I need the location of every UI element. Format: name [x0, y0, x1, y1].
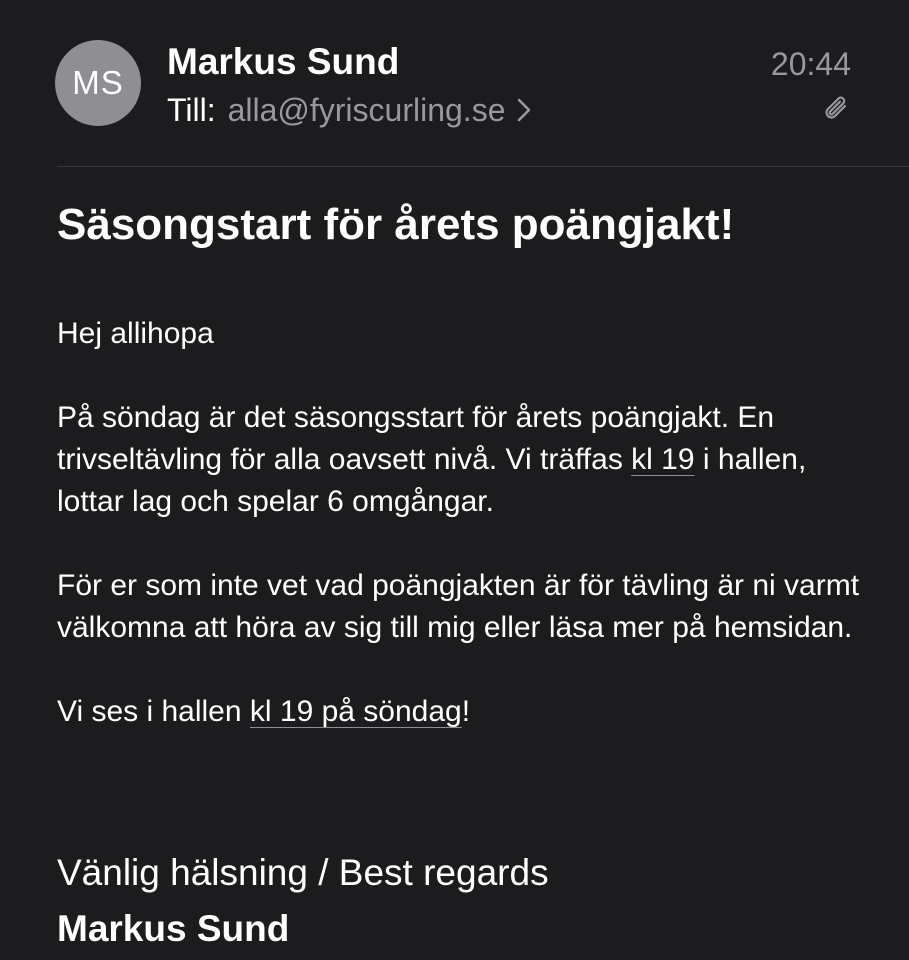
- email-subject: Säsongstart för årets poängjakt!: [57, 200, 735, 249]
- signoff: Vänlig hälsning / Best regards: [57, 852, 549, 893]
- time-detected-link[interactable]: kl 19: [631, 443, 695, 476]
- body-paragraph-1: [57, 397, 877, 523]
- recipient-line[interactable]: [167, 90, 531, 130]
- to-label: Till:: [167, 92, 216, 128]
- signature-name: Markus Sund: [57, 908, 290, 949]
- body-paragraph-2: För er som inte vet vad poängjakten är för tävling är ni varmt välkomna att höra av sig till mig eller läsa mer på hemsidan.: [57, 569, 860, 644]
- sender-name[interactable]: Markus Sund: [167, 41, 400, 82]
- recipient-address[interactable]: alla@fyriscurling.se: [227, 92, 506, 128]
- avatar[interactable]: [55, 40, 141, 126]
- email-header: [0, 0, 909, 167]
- body-paragraph-1-text-b: i hallen, lottar lag och spelar 6 omgångar.: [57, 443, 807, 518]
- email-body: [57, 313, 877, 733]
- body-paragraph-3: [57, 691, 877, 733]
- date-detected-link[interactable]: kl 19 på söndag: [249, 695, 462, 728]
- avatar-initials: MS: [72, 64, 124, 101]
- greeting: Hej allihopa: [57, 317, 214, 350]
- body-paragraph-1-text-a: På söndag är det säsongsstart för årets poängjakt. En trivseltävling för alla oavsett nivå. Vi träffas: [57, 401, 775, 476]
- chevron-right-icon[interactable]: [517, 98, 531, 122]
- header-divider: [57, 166, 909, 167]
- paperclip-icon[interactable]: [821, 94, 851, 129]
- timestamp: 20:44: [770, 46, 851, 82]
- body-paragraph-3-text-b: !: [461, 695, 471, 728]
- body-paragraph-3-text-a: Vi ses i hallen: [57, 695, 250, 728]
